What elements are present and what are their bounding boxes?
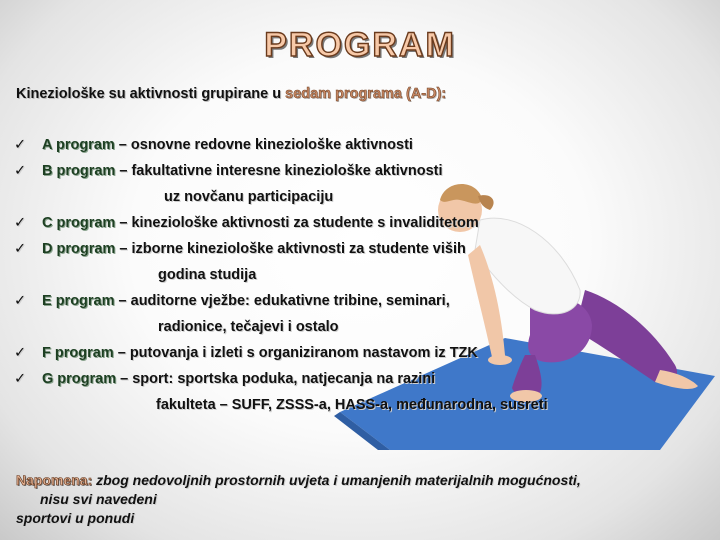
- program-desc: – osnovne redovne kineziološke aktivnosti: [114, 137, 413, 153]
- note-text-line2: nisu svi navedeni: [40, 491, 157, 507]
- program-label: F program: [42, 345, 114, 361]
- check-icon: ✓: [14, 241, 27, 257]
- program-desc-cont: godina studija: [158, 267, 257, 283]
- program-item-d: [14, 241, 466, 284]
- note-label: Napomena:: [16, 472, 93, 488]
- program-label: G program: [42, 371, 117, 387]
- program-item-c: [14, 215, 479, 232]
- program-desc: – kineziološke aktivnosti za studente s invaliditetom: [115, 215, 479, 231]
- check-icon: ✓: [14, 293, 27, 309]
- program-item-g: [14, 371, 548, 414]
- program-desc: – sport: sportska poduka, natjecanja na razini: [116, 371, 436, 387]
- program-desc-cont: uz novčanu participaciju: [164, 189, 334, 205]
- check-icon: ✓: [14, 371, 27, 387]
- check-icon: ✓: [14, 137, 27, 153]
- check-icon: ✓: [14, 163, 27, 179]
- intro-text: [16, 86, 446, 102]
- program-item-f: [14, 345, 478, 362]
- program-desc: – fakultativne interesne kineziološke aktivnosti: [115, 163, 443, 179]
- page-title: PROGRAM: [264, 26, 456, 64]
- program-item-b: [14, 163, 443, 206]
- note-text-line3: sportovi u ponudi: [16, 510, 135, 526]
- intro-highlight: sedam programa (A-D):: [285, 86, 447, 102]
- program-label: E program: [42, 293, 115, 309]
- note-text: zbog nedovoljnih prostornih uvjeta i umanjenih materijalnih mogućnosti,: [92, 472, 581, 488]
- program-label: B program: [42, 163, 116, 179]
- program-desc: – putovanja i izleti s organiziranom nastavom iz TZK: [113, 345, 478, 361]
- note: [16, 471, 716, 528]
- program-desc-cont: fakulteta – SUFF, ZSSS-a, HASS-a, međunarodna, susreti: [156, 397, 548, 413]
- intro-prefix: Kineziološke su aktivnosti grupirane u: [16, 86, 286, 102]
- program-label: A program: [42, 137, 115, 153]
- check-icon: ✓: [14, 345, 27, 361]
- program-label: D program: [42, 241, 116, 257]
- program-desc: – izborne kineziološke aktivnosti za studente viših: [115, 241, 466, 257]
- program-desc-cont: radionice, tečajevi i ostalo: [158, 319, 339, 335]
- check-icon: ✓: [14, 215, 27, 231]
- program-item-e: [14, 293, 450, 336]
- program-desc: – auditorne vježbe: edukativne tribine, seminari,: [114, 293, 450, 309]
- program-item-a: [14, 137, 413, 154]
- program-label: C program: [42, 215, 116, 231]
